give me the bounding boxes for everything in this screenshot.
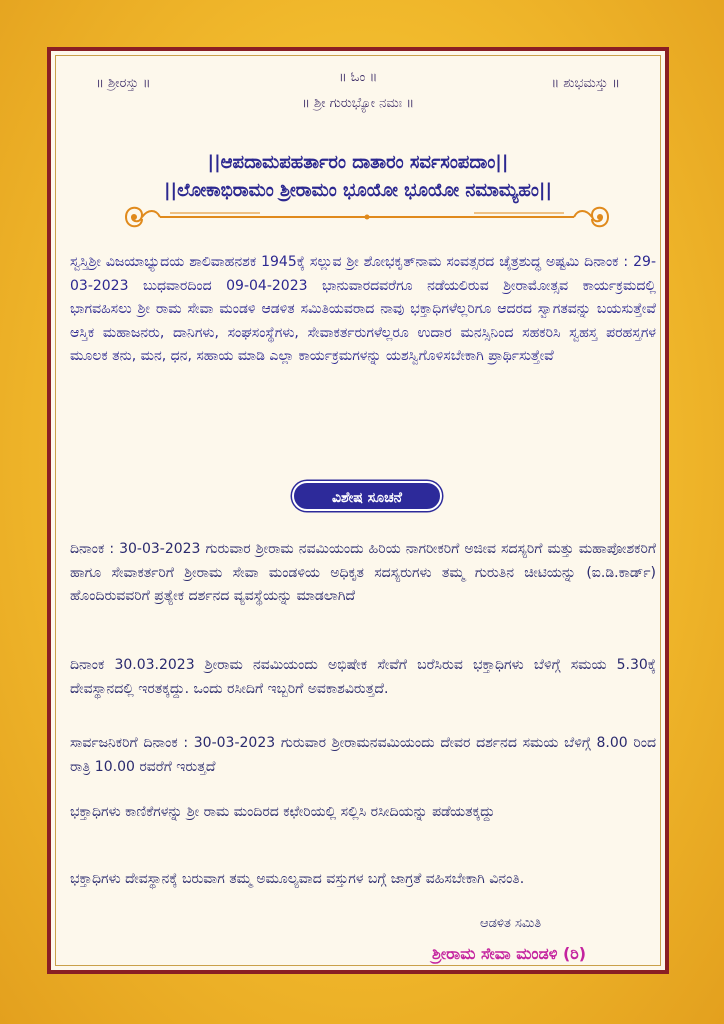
- shloka-line-2: ||ಲೋಕಾಭಿರಾಮಂ ಶ್ರೀರಾಮಂ ಭೂಯೋ ಭೂಯೋ ನಮಾಮ್ಯಹಂ||: [163, 180, 553, 201]
- header-shrirastu: ॥ ಶ್ರೀರಸ್ತು ॥: [96, 76, 151, 91]
- card-inner-border: [55, 55, 661, 966]
- notice-3: ಸಾರ್ವಜನಿಕರಿಗೆ ದಿನಾಂಕ : 30-03-2023 ಗುರುವಾರ ಶ್ರೀರಾಮನವಮಿಯಂದು ದೇವರ ದರ್ಶನದ ಸಮಯ ಬೆಳಿಗ್ಗೆ 8.00 ರಿಂದ ರಾತ್ರಿ 10.00 ರವರೆಗೆ ಇರುತ್ತದೆ: [70, 735, 656, 775]
- shloka-line-1: ||ಆಪದಾಮಪಹರ್ತಾರಂ ದಾತಾರಂ ಸರ್ವಸಂಪದಾಂ||: [207, 152, 509, 173]
- notice-4: ಭಕ್ತಾಧಿಗಳು ಕಾಣಿಕೆಗಳನ್ನು ಶ್ರೀ ರಾಮ ಮಂದಿರದ ಕಛೇರಿಯಲ್ಲಿ ಸಲ್ಲಿಸಿ ರಸೀದಿಯನ್ನು ಪಡೆಯತಕ್ಕದ್ದು: [70, 804, 495, 820]
- header-om: ॥ ಓಂ ॥: [338, 70, 378, 85]
- notice-2: ದಿನಾಂಕ 30.03.2023 ಶ್ರೀರಾಮ ನವಮಿಯಂದು ಅಭಿಷೇಕ ಸೇವೆಗೆ ಬರೆಸಿರುವ ಭಕ್ತಾಧಿಗಳು ಬೆಳಿಗ್ಗೆ ಸಮಯ 5.30ಕ್ಕೆ ದೇವಸ್ಥಾನದಲ್ಲಿ ಇರತಕ್ಕದ್ದು. ಒಂದು ರಸೀದಿಗೆ ಇಬ್ಬರಿಗೆ ಅವಕಾಶವಿರುತ್ತದೆ.: [70, 657, 656, 697]
- header-shubhamastu: ॥ ಶುಭಮಸ್ತು ॥: [551, 76, 620, 91]
- invitation-card: [47, 47, 669, 974]
- header-guru-namah: ॥ ಶ್ರೀ ಗುರುಭ್ಯೋ ನಮಃ ॥: [301, 96, 415, 111]
- divider-ornament: [120, 203, 614, 231]
- main-paragraph: ಸ್ವಸ್ತಿಶ್ರೀ ವಿಜಯಾಭ್ಯುದಯ ಶಾಲಿವಾಹನಶಕ 1945ಕ್ಕೆ ಸಲ್ಲುವ ಶ್ರೀ ಶೋಭಕೃತ್‌ನಾಮ ಸಂವತ್ಸರದ ಚೈತ್ರಶುದ್ಧ ಅಷ್ಟಮಿ ದಿನಾಂಕ : 29-03-2023 ಬುಧವಾರದಿಂದ 09-04-2023 ಭಾನುವಾರದವರೆಗೂ ನಡೆಯಲಿರುವ ಶ್ರೀರಾಮೋತ್ಸವ ಕಾರ್ಯಕ್ರಮದಲ್ಲಿ ಭಾಗವಹಿಸಲು ಶ್ರೀ ರಾಮ ಸೇವಾ ಮಂಡಳಿ ಆಡಳಿತ ಸಮಿತಿಯವರಾದ ನಾವು ಭಕ್ತಾಧಿಗಳೆಲ್ಲರಿಗೂ ಆದರದ ಸ್ವಾಗತವನ್ನು ಬಯಸುತ್ತೇವೆ ಆಸ್ತಿಕ ಮಹಾಜನರು, ದಾನಿಗಳು, ಸಂಘಸಂಸ್ಥೆಗಳು, ಸೇವಾಕರ್ತರುಗಳೆಲ್ಲರೂ ಉದಾರ ಮನಸ್ಸಿನಿಂದ ಸಹಕರಿಸಿ ಸ್ವಹಸ್ತ ಪರಹಸ್ತಗಳ ಮೂಲಕ ತನು, ಮನ, ಧನ, ಸಹಾಯ ಮಾಡಿ ಎಲ್ಲಾ ಕಾರ್ಯಕ್ರಮಗಳನ್ನು ಯಶಸ್ವಿಗೊಳಿಸಬೇಕಾಗಿ ಪ್ರಾರ್ಥಿಸುತ್ತೇವೆ: [70, 254, 656, 364]
- notice-5: ಭಕ್ತಾಧಿಗಳು ದೇವಸ್ಥಾನಕ್ಕೆ ಬರುವಾಗ ತಮ್ಮ ಅಮೂಲ್ಯವಾದ ವಸ್ತುಗಳ ಬಗ್ಗೆ ಜಾಗ್ರತೆ ವಹಿಸಬೇಕಾಗಿ ವಿನಂತಿ.: [70, 871, 525, 887]
- committee-signature: ಆಡಳಿತ ಸಮಿತಿ: [480, 916, 542, 931]
- organization-name: ಶ್ರೀರಾಮ ಸೇವಾ ಮಂಡಳಿ (ರಿ): [432, 944, 587, 963]
- notice-1: ದಿನಾಂಕ : 30-03-2023 ಗುರುವಾರ ಶ್ರೀರಾಮ ನವಮಿಯಂದು ಹಿರಿಯ ನಾಗರೀಕರಿಗೆ ಅಜೀವ ಸದಸ್ಯರಿಗೆ ಮತ್ತು ಮಹಾಪೋಶಕರಿಗೆ ಹಾಗೂ ಸೇವಾಕರ್ತರಿಗೆ ಶ್ರೀರಾಮ ಸೇವಾ ಮಂಡಳಿಯ ಅಧಿಕೃತ ಸದಸ್ಯರುಗಳು ತಮ್ಮ ಗುರುತಿನ ಚೀಟಿಯನ್ನು (ಐ.ಡಿ.ಕಾರ್ಡ್) ಹೊಂದಿರುವವರಿಗೆ ಪ್ರತ್ಯೇಕ ದರ್ಶನದ ವ್ಯವಸ್ಥೆಯನ್ನು ಮಾಡಲಾಗಿದೆ: [70, 541, 656, 604]
- special-notice-badge: ವಿಶೇಷ ಸೂಚನೆ: [292, 481, 442, 511]
